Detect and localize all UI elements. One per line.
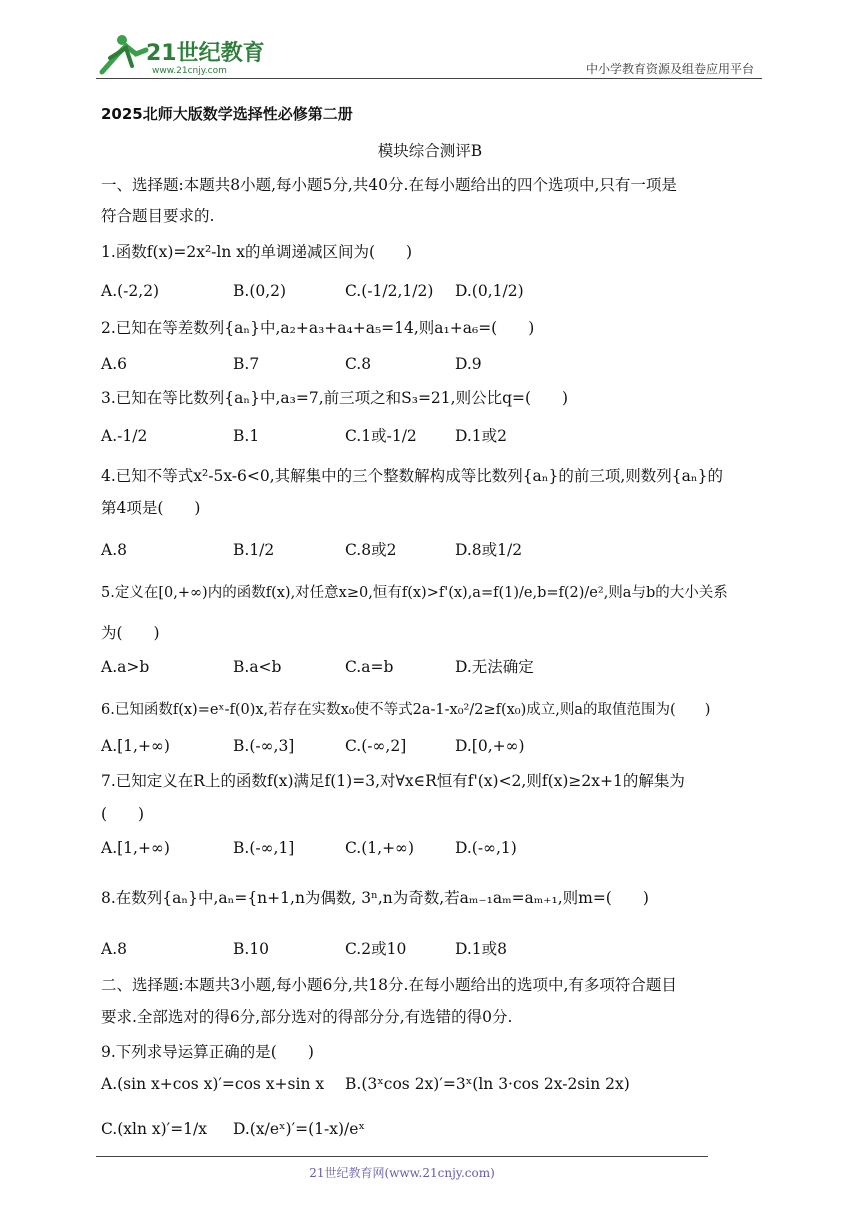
option-c: C.1或-1/2: [345, 427, 417, 445]
question-5-line-2: 为( ): [101, 624, 160, 642]
section1-instructions-2: 符合题目要求的.: [101, 207, 215, 225]
section1-instructions-1: 一、选择题:本题共8小题,每小题5分,共40分.在每小题给出的四个选项中,只有一项是: [101, 176, 677, 194]
question-6-options: [101, 734, 761, 758]
question-8: 8.在数列{aₙ}中,aₙ={n+1,n为偶数, 3ⁿ,n为奇数,若aₘ₋₁aₘ=aₘ₊₁,则m=( ): [101, 889, 649, 907]
option-c: C.a=b: [345, 658, 394, 676]
platform-name: 中小学教育资源及组卷应用平台: [585, 62, 754, 76]
doc-title: 2025北师大版数学选择性必修第二册: [101, 105, 353, 123]
question-7-line-1: 7.已知定义在R上的函数f(x)满足f(1)=3,对∀x∈R恒有f'(x)<2,则f(x)≥2x+1的解集为: [101, 772, 685, 790]
option-c: C.(-∞,2]: [345, 737, 407, 755]
header-divider: [96, 78, 762, 79]
section2-instructions-1: 二、选择题:本题共3小题,每小题6分,共18分.在每小题给出的选项中,有多项符合题目: [101, 976, 677, 994]
option-b: B.1: [233, 427, 260, 445]
option-a: A.8: [101, 940, 127, 958]
question-5-options: [101, 655, 761, 679]
option-a: A.8: [101, 541, 127, 559]
option-b: B.(-∞,3]: [233, 737, 295, 755]
option-d: D.8或1/2: [455, 541, 523, 559]
option-d: D.无法确定: [455, 658, 534, 676]
option-b: B.10: [233, 940, 270, 958]
question-2: 2.已知在等差数列{aₙ}中,a₂+a₃+a₄+a₅=14,则a₁+a₆=( ): [101, 319, 535, 337]
question-5-line-1: 5.定义在[0,+∞)内的函数f(x),对任意x≥0,恒有f(x)>f'(x),a=f(1)/e,b=f(2)/e²,则a与b的大小关系: [101, 585, 728, 601]
option-d: D.(-∞,1): [455, 839, 517, 857]
question-7-line-2: ( ): [101, 805, 145, 823]
question-9-option-b: B.(3ˣcos 2x)′=3ˣ(ln 3·cos 2x-2sin 2x): [345, 1075, 630, 1093]
doc-subtitle: 模块综合测评B: [377, 142, 483, 160]
question-8-options: [101, 937, 761, 961]
option-c: C.2或10: [345, 940, 407, 958]
question-2-options: [101, 352, 761, 376]
logo-21cnjy: [96, 32, 266, 76]
logo-text: 21世纪教育: [146, 41, 265, 66]
question-6: 6.已知函数f(x)=eˣ-f(0)x,若存在实数x₀使不等式2a-1-x₀²/2≥f(x₀)成立,则a的取值范围为( ): [101, 702, 711, 718]
option-c: C.8: [345, 355, 372, 373]
option-b: B.7: [233, 355, 260, 373]
question-9: 9.下列求导运算正确的是( ): [101, 1043, 314, 1061]
question-1-options: [101, 279, 761, 303]
question-4-options: [101, 538, 761, 562]
option-c: C.(1,+∞): [345, 839, 415, 857]
question-9-option-d: D.(x/eˣ)′=(1-x)/eˣ: [233, 1120, 366, 1138]
option-b: B.(-∞,1]: [233, 839, 295, 857]
question-4-line-2: 第4项是( ): [101, 499, 201, 517]
footer-text: 21世纪教育网(www.21cnjy.com): [309, 1166, 495, 1180]
option-d: D.1或8: [455, 940, 508, 958]
section2-instructions-2: 要求.全部选对的得6分,部分选对的得部分分,有选错的得0分.: [101, 1008, 513, 1026]
logo-url: www.21cnjy.com: [152, 66, 227, 76]
option-d: D.1或2: [455, 427, 508, 445]
option-b: B.1/2: [233, 541, 275, 559]
option-a: A.6: [101, 355, 127, 373]
question-4-line-1: 4.已知不等式x²-5x-6<0,其解集中的三个整数解构成等比数列{aₙ}的前三项,则数列{aₙ}的: [101, 467, 723, 485]
option-a: A.a>b: [101, 658, 150, 676]
question-1: 1.函数f(x)=2x²-ln x的单调递减区间为( ): [101, 243, 413, 261]
option-c: C.(-1/2,1/2): [345, 282, 434, 300]
option-a: A.(-2,2): [101, 282, 160, 300]
question-3-options: [101, 424, 761, 448]
question-3: 3.已知在等比数列{aₙ}中,a₃=7,前三项之和S₃=21,则公比q=( ): [101, 389, 569, 407]
option-a: A.[1,+∞): [101, 737, 170, 755]
option-d: D.[0,+∞): [455, 737, 525, 755]
page-header: [96, 28, 762, 80]
option-b: B.a<b: [233, 658, 282, 676]
option-d: D.9: [455, 355, 482, 373]
option-d: D.(0,1/2): [455, 282, 524, 300]
footer-divider: [96, 1156, 708, 1157]
question-7-options: [101, 836, 761, 860]
option-b: B.(0,2): [233, 282, 287, 300]
option-c: C.8或2: [345, 541, 397, 559]
question-9-option-a: A.(sin x+cos x)′=cos x+sin x: [101, 1075, 325, 1093]
question-9-option-c: C.(xln x)′=1/x: [101, 1120, 208, 1138]
option-a: A.[1,+∞): [101, 839, 170, 857]
option-a: A.-1/2: [101, 427, 148, 445]
